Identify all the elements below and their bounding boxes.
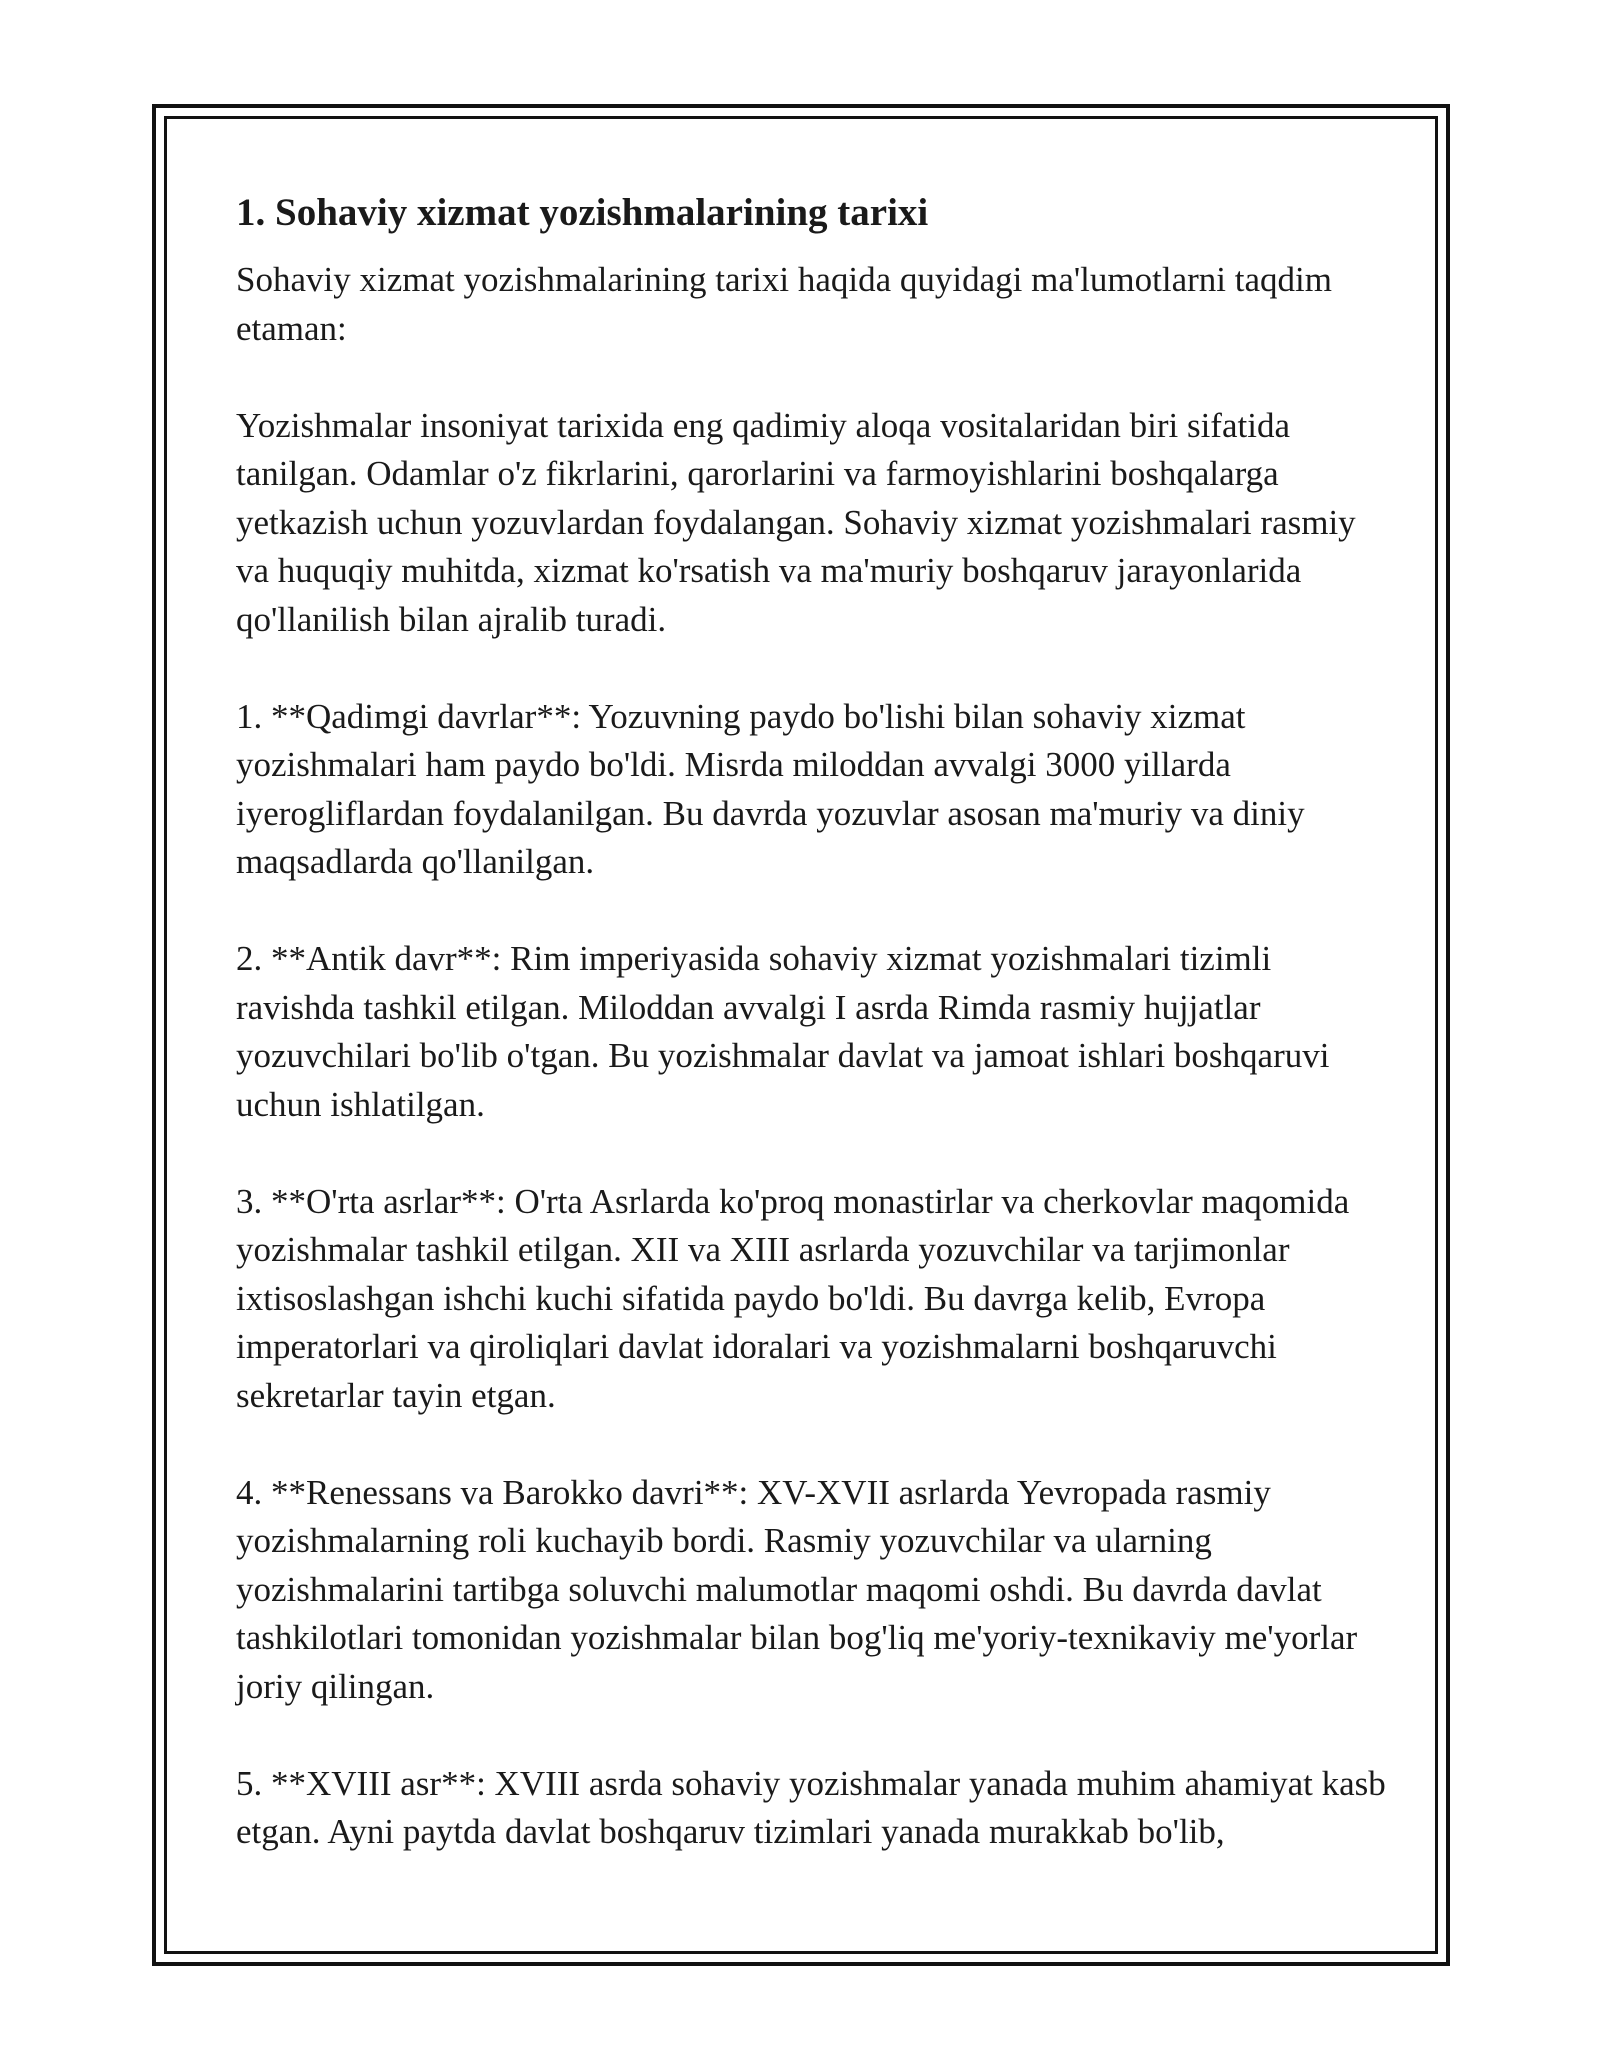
document-body bbox=[236, 186, 1386, 1905]
paragraph-middle-ages: 3. **O'rta asrlar**: O'rta Asrlarda ko'proq monastirlar va cherkovlar maqomida yozishmalar tashkil etilgan. XII va XIII asrlarda yozuvchilar va tarjimonlar ixtisoslashgan ishchi kuchi sifatida paydo bo'ldi. Bu davrga kelib, Evropa imperatorlari va qiroliqlari davlat idoralari va yozishmalarni boshqaruvchi sekretarlar tayin etgan. bbox=[236, 1181, 1350, 1415]
paragraph-18th-century: 5. **XVIII asr**: XVIII asrda sohaviy yozishmalar yanada muhim ahamiyat kasb etgan. Ayni paytda davlat boshqaruv tizimlari yanada murakkab bo'lib, bbox=[236, 1763, 1386, 1851]
paragraph-overview: Yozishmalar insoniyat tarixida eng qadimiy aloqa vositalaridan biri sifatida tanilgan. Odamlar o'z fikrlarini, qarorlarini va farmoyishlarini boshqalarga yetkazish uchun yozuvlardan foydalangan. Sohaviy xizmat yozishmalari rasmiy va huquqiy muhitda, xizmat ko'rsatish va ma'muriy boshqaruv jarayonlarida qo'llanilish bilan ajralib turadi. bbox=[236, 405, 1356, 639]
paragraph-renaissance: 4. **Renessans va Barokko davri**: XV-XVII asrlarda Yevropada rasmiy yozishmalarning roli kuchayib bordi. Rasmiy yozuvchilar va ularning yozishmalarini tartibga soluvchi malumotlar maqomi oshdi. Bu davrda davlat tashkilotlari tomonidan yozishmalar bilan bog'liq me'yoriy-texnikaviy me'yorlar joriy qilingan. bbox=[236, 1472, 1358, 1706]
paragraph-ancient: 1. **Qadimgi davrlar**: Yozuvning paydo bo'lishi bilan sohaviy xizmat yozishmalari ham paydo bo'ldi. Misrda miloddan avvalgi 3000 yillarda iyerogliflardan foydalanilgan. Bu davrda yozuvlar asosan ma'muriy va diniy maqsadlarda qo'llanilgan. bbox=[236, 696, 1305, 881]
paragraph-antique: 2. **Antik davr**: Rim imperiyasida sohaviy xizmat yozishmalari tizimli ravishda tashkil etilgan. Miloddan avvalgi I asrda Rimda rasmiy hujjatlar yozuvchilari bo'lib o'tgan. Bu yozishmalar davlat va jamoat ishlari boshqaruvi uchun ishlatilgan. bbox=[236, 939, 1330, 1124]
document-title: 1. Sohaviy xizmat yozishmalarining tarixi bbox=[236, 191, 929, 234]
paragraph-intro: Sohaviy xizmat yozishmalarining tarixi haqida quyidagi ma'lumotlarni taqdim etaman: bbox=[236, 260, 1332, 348]
